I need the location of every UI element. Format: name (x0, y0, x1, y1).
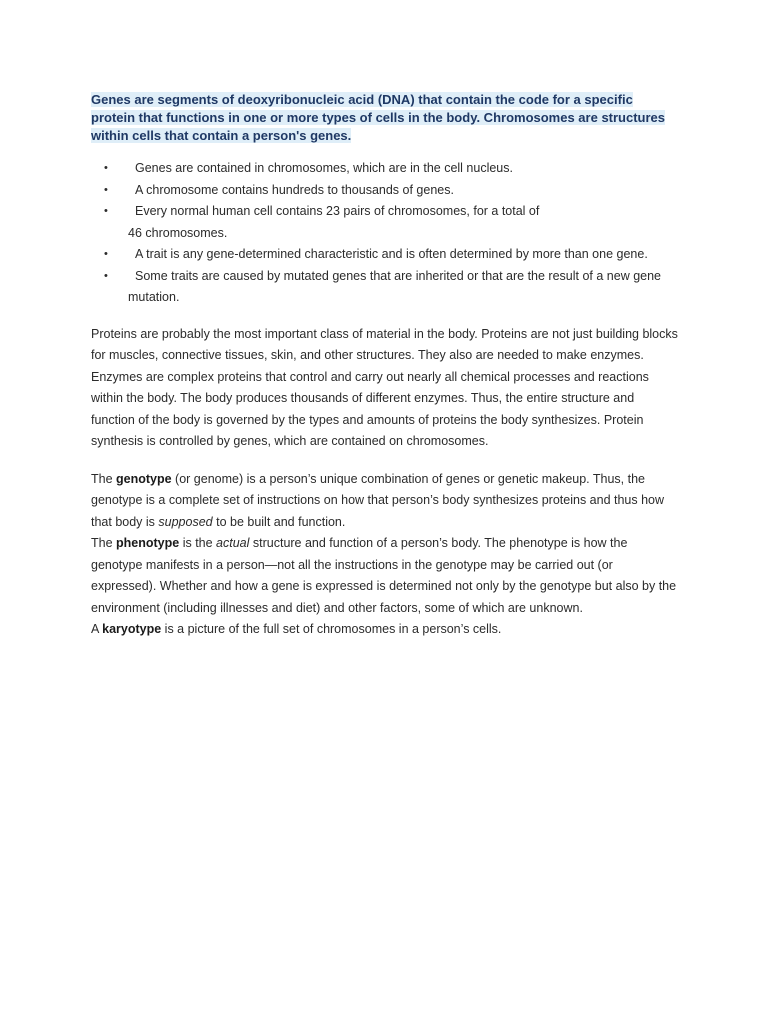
phenotype-prefix: The (91, 536, 117, 550)
genotype-paragraph (91, 469, 678, 534)
genotype-prefix: The (91, 471, 117, 486)
list-item-text: A trait is any gene-determined characteristic and is often determined by more than one gene. (135, 247, 648, 261)
phenotype-paragraph (91, 533, 678, 619)
phenotype-term: phenotype (116, 536, 180, 550)
karyotype-paragraph (91, 619, 678, 641)
bullet-icon: • (104, 269, 108, 282)
proteins-paragraph: Proteins are probably the most important class of material in the body. Proteins are not just building blocks for muscles, connective tissues, skin, and other structures. They also are needed to make enzymes. Enzymes are complex proteins that control and carry out nearly all chemical processes and reactions within the body. The body produces thousands of different enzymes. Thus, the entire structure and function of the body is governed by the types and amounts of proteins the body synthesizes. Protein synthesis is controlled by genes, which are contained on chromosomes. (91, 326, 678, 448)
bullet-icon: • (104, 248, 108, 260)
list-item-text: Every normal human cell contains 23 pairs of chromosomes, for a total of (135, 204, 540, 218)
intro-paragraph (91, 91, 678, 145)
karyotype-term: karyotype (102, 622, 162, 636)
bullet-icon: • (104, 162, 108, 174)
phenotype-text-2: structure and function of a person’s body. The phenotype is how the genotype manifests in a person—not all the instructions in the genotype may be carried out (or expressed). Whether and how a gene is expressed is determined not only by the genotype but also by the environment (including illnesses and diet) and other factors, some of which are unknown. (91, 536, 677, 615)
list-item (91, 158, 678, 180)
list-item-text: A chromosome contains hundreds to thousands of genes. (135, 182, 454, 197)
phenotype-emphasis: actual (216, 536, 250, 550)
genotype-text-2: to be built and function. (212, 514, 346, 529)
list-item (91, 244, 678, 266)
genotype-emphasis: supposed (158, 514, 213, 529)
bullet-icon: • (104, 183, 108, 196)
list-item-text: Some traits are caused by mutated genes that are inherited or that are the result of a new gene mutation. (128, 268, 662, 304)
bullet-icon: • (104, 205, 108, 217)
list-item (91, 266, 678, 309)
genotype-text-1: (or genome) is a person’s unique combination of genes or genetic makeup. Thus, the genotype is a complete set of instructions on how that person’s body synthesizes proteins and thus how that body is (91, 471, 665, 529)
list-item-text: 46 chromosomes. (128, 225, 228, 240)
list-item (91, 180, 678, 202)
intro-highlight: Genes are segments of deoxyribonucleic acid (DNA) that contain the code for a specific protein that functions in one or more types of cells in the body. Chromosomes are structures within cells that contain a person's genes. (91, 92, 666, 143)
karyotype-text: is a picture of the full set of chromosomes in a person’s cells. (161, 622, 502, 636)
genotype-term: genotype (116, 471, 172, 486)
list-item-text: Genes are contained in chromosomes, which are in the cell nucleus. (135, 161, 513, 175)
phenotype-text-1: is the (179, 536, 217, 550)
list-item-continuation (91, 223, 678, 245)
karyotype-prefix: A (91, 622, 103, 636)
gene-facts-list (91, 158, 678, 309)
list-item (91, 201, 678, 223)
